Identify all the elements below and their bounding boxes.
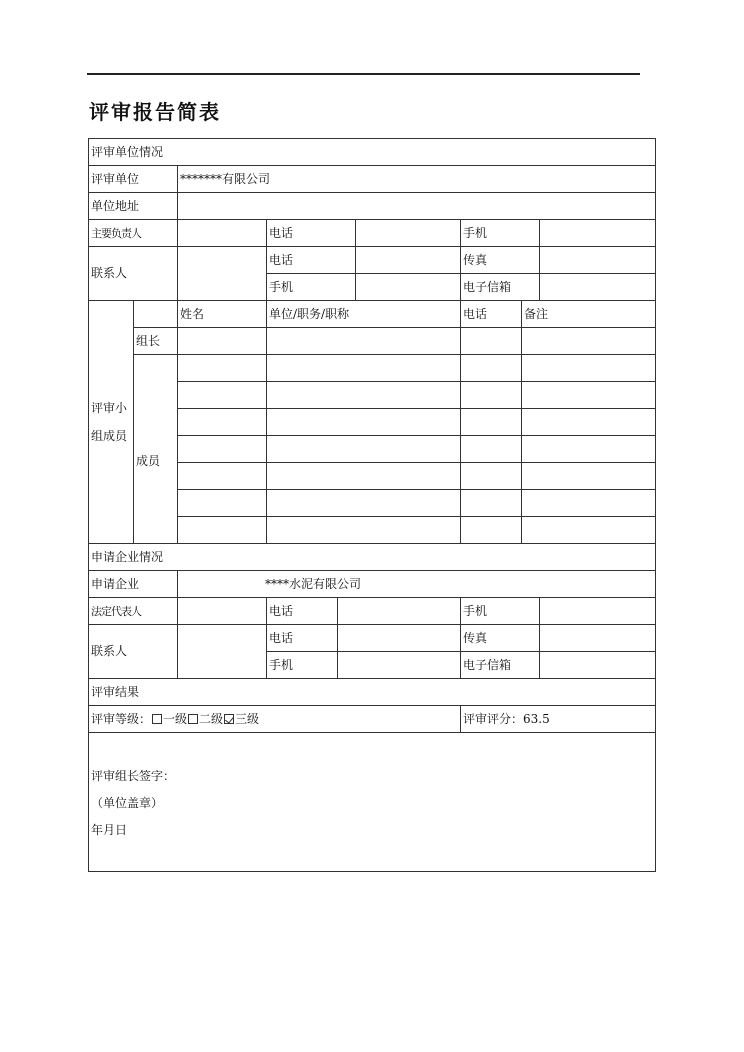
applicant-fax-label: 传真: [461, 625, 540, 652]
member-position-cell[interactable]: [267, 436, 461, 463]
member-position-cell[interactable]: [267, 517, 461, 544]
member-remarks-cell[interactable]: [522, 517, 656, 544]
applicant-contact-phone-label: 电话: [267, 625, 338, 652]
contact-phone-value[interactable]: [356, 247, 461, 274]
team-header-blank: [134, 301, 178, 328]
head-mobile-value[interactable]: [540, 220, 656, 247]
member-name-cell[interactable]: [178, 490, 267, 517]
legal-rep-phone-label: 电话: [267, 598, 338, 625]
member-label: 成员: [134, 355, 178, 544]
member-phone-cell[interactable]: [461, 409, 522, 436]
applicant-contact-phone-value[interactable]: [338, 625, 461, 652]
contact-value[interactable]: [178, 247, 267, 301]
leader-name-cell[interactable]: [178, 328, 267, 355]
legal-rep-label: 法定代表人: [89, 598, 178, 625]
grade-label: 评审等级：: [91, 711, 152, 726]
head-phone-label: 电话: [267, 220, 356, 247]
applicant-section-label: 申请企业情况: [89, 544, 656, 571]
member-name-cell[interactable]: [178, 409, 267, 436]
header-rule: [87, 73, 640, 75]
page-title: 评审报告简表: [89, 100, 221, 124]
grade-1-label: 一级: [163, 711, 188, 726]
seal-label: （单位盖章）: [91, 796, 164, 810]
fax-label: 传真: [461, 247, 540, 274]
member-remarks-cell[interactable]: [522, 490, 656, 517]
member-name-cell[interactable]: [178, 355, 267, 382]
column-phone: 电话: [461, 301, 522, 328]
member-phone-cell[interactable]: [461, 436, 522, 463]
contact-mobile-label: 手机: [267, 274, 356, 301]
review-unit-label: 评审单位: [89, 166, 178, 193]
head-label: 主要负责人: [89, 220, 178, 247]
member-name-cell[interactable]: [178, 436, 267, 463]
legal-rep-value[interactable]: [178, 598, 267, 625]
applicant-company-label: 申请企业: [89, 571, 178, 598]
member-position-cell[interactable]: [267, 355, 461, 382]
signature-cell[interactable]: [89, 733, 656, 872]
grade-2-label: 二级: [199, 711, 224, 726]
head-value[interactable]: [178, 220, 267, 247]
head-phone-value[interactable]: [356, 220, 461, 247]
grade-cell: [89, 706, 461, 733]
applicant-contact-mobile-value[interactable]: [338, 652, 461, 679]
team-label: 评审小组成员: [89, 301, 134, 544]
member-position-cell[interactable]: [267, 463, 461, 490]
member-phone-cell[interactable]: [461, 490, 522, 517]
member-remarks-cell[interactable]: [522, 463, 656, 490]
member-phone-cell[interactable]: [461, 517, 522, 544]
leader-phone-cell[interactable]: [461, 328, 522, 355]
review-unit-value[interactable]: *******有限公司: [178, 166, 656, 193]
grade-3-label: 三级: [235, 711, 260, 726]
applicant-fax-value[interactable]: [540, 625, 656, 652]
review-unit-section-label: 评审单位情况: [89, 139, 656, 166]
contact-phone-label: 电话: [267, 247, 356, 274]
member-remarks-cell[interactable]: [522, 355, 656, 382]
member-remarks-cell[interactable]: [522, 382, 656, 409]
member-remarks-cell[interactable]: [522, 436, 656, 463]
member-name-cell[interactable]: [178, 517, 267, 544]
applicant-email-label: 电子信箱: [461, 652, 540, 679]
score-cell: 评审评分：63.5: [461, 706, 656, 733]
email-label: 电子信箱: [461, 274, 540, 301]
address-value[interactable]: [178, 193, 656, 220]
review-report-table: [88, 138, 656, 872]
legal-rep-mobile-label: 手机: [461, 598, 540, 625]
grade-3-checkbox[interactable]: [224, 714, 234, 724]
legal-rep-phone-value[interactable]: [338, 598, 461, 625]
applicant-contact-mobile-label: 手机: [267, 652, 338, 679]
grade-2-checkbox[interactable]: [188, 714, 198, 724]
member-name-cell[interactable]: [178, 382, 267, 409]
applicant-contact-label: 联系人: [89, 625, 178, 679]
contact-label: 联系人: [89, 247, 178, 301]
date-label: 年月日: [91, 823, 128, 837]
email-value[interactable]: [540, 274, 656, 301]
address-label: 单位地址: [89, 193, 178, 220]
grade-1-checkbox[interactable]: [152, 714, 162, 724]
leader-position-cell[interactable]: [267, 328, 461, 355]
column-position: 单位/职务/职称: [267, 301, 461, 328]
column-remarks: 备注: [522, 301, 656, 328]
leader-remarks-cell[interactable]: [522, 328, 656, 355]
head-mobile-label: 手机: [461, 220, 540, 247]
member-phone-cell[interactable]: [461, 355, 522, 382]
member-position-cell[interactable]: [267, 382, 461, 409]
signature-label: 评审组长签字：: [91, 769, 176, 783]
fax-value[interactable]: [540, 247, 656, 274]
member-remarks-cell[interactable]: [522, 409, 656, 436]
applicant-email-value[interactable]: [540, 652, 656, 679]
contact-mobile-value[interactable]: [356, 274, 461, 301]
member-name-cell[interactable]: [178, 463, 267, 490]
result-section-label: 评审结果: [89, 679, 656, 706]
applicant-company-value[interactable]: ****水泥有限公司: [178, 571, 656, 598]
member-phone-cell[interactable]: [461, 463, 522, 490]
leader-label: 组长: [134, 328, 178, 355]
member-position-cell[interactable]: [267, 409, 461, 436]
column-name: 姓名: [178, 301, 267, 328]
member-position-cell[interactable]: [267, 490, 461, 517]
legal-rep-mobile-value[interactable]: [540, 598, 656, 625]
applicant-contact-value[interactable]: [178, 625, 267, 679]
member-phone-cell[interactable]: [461, 382, 522, 409]
